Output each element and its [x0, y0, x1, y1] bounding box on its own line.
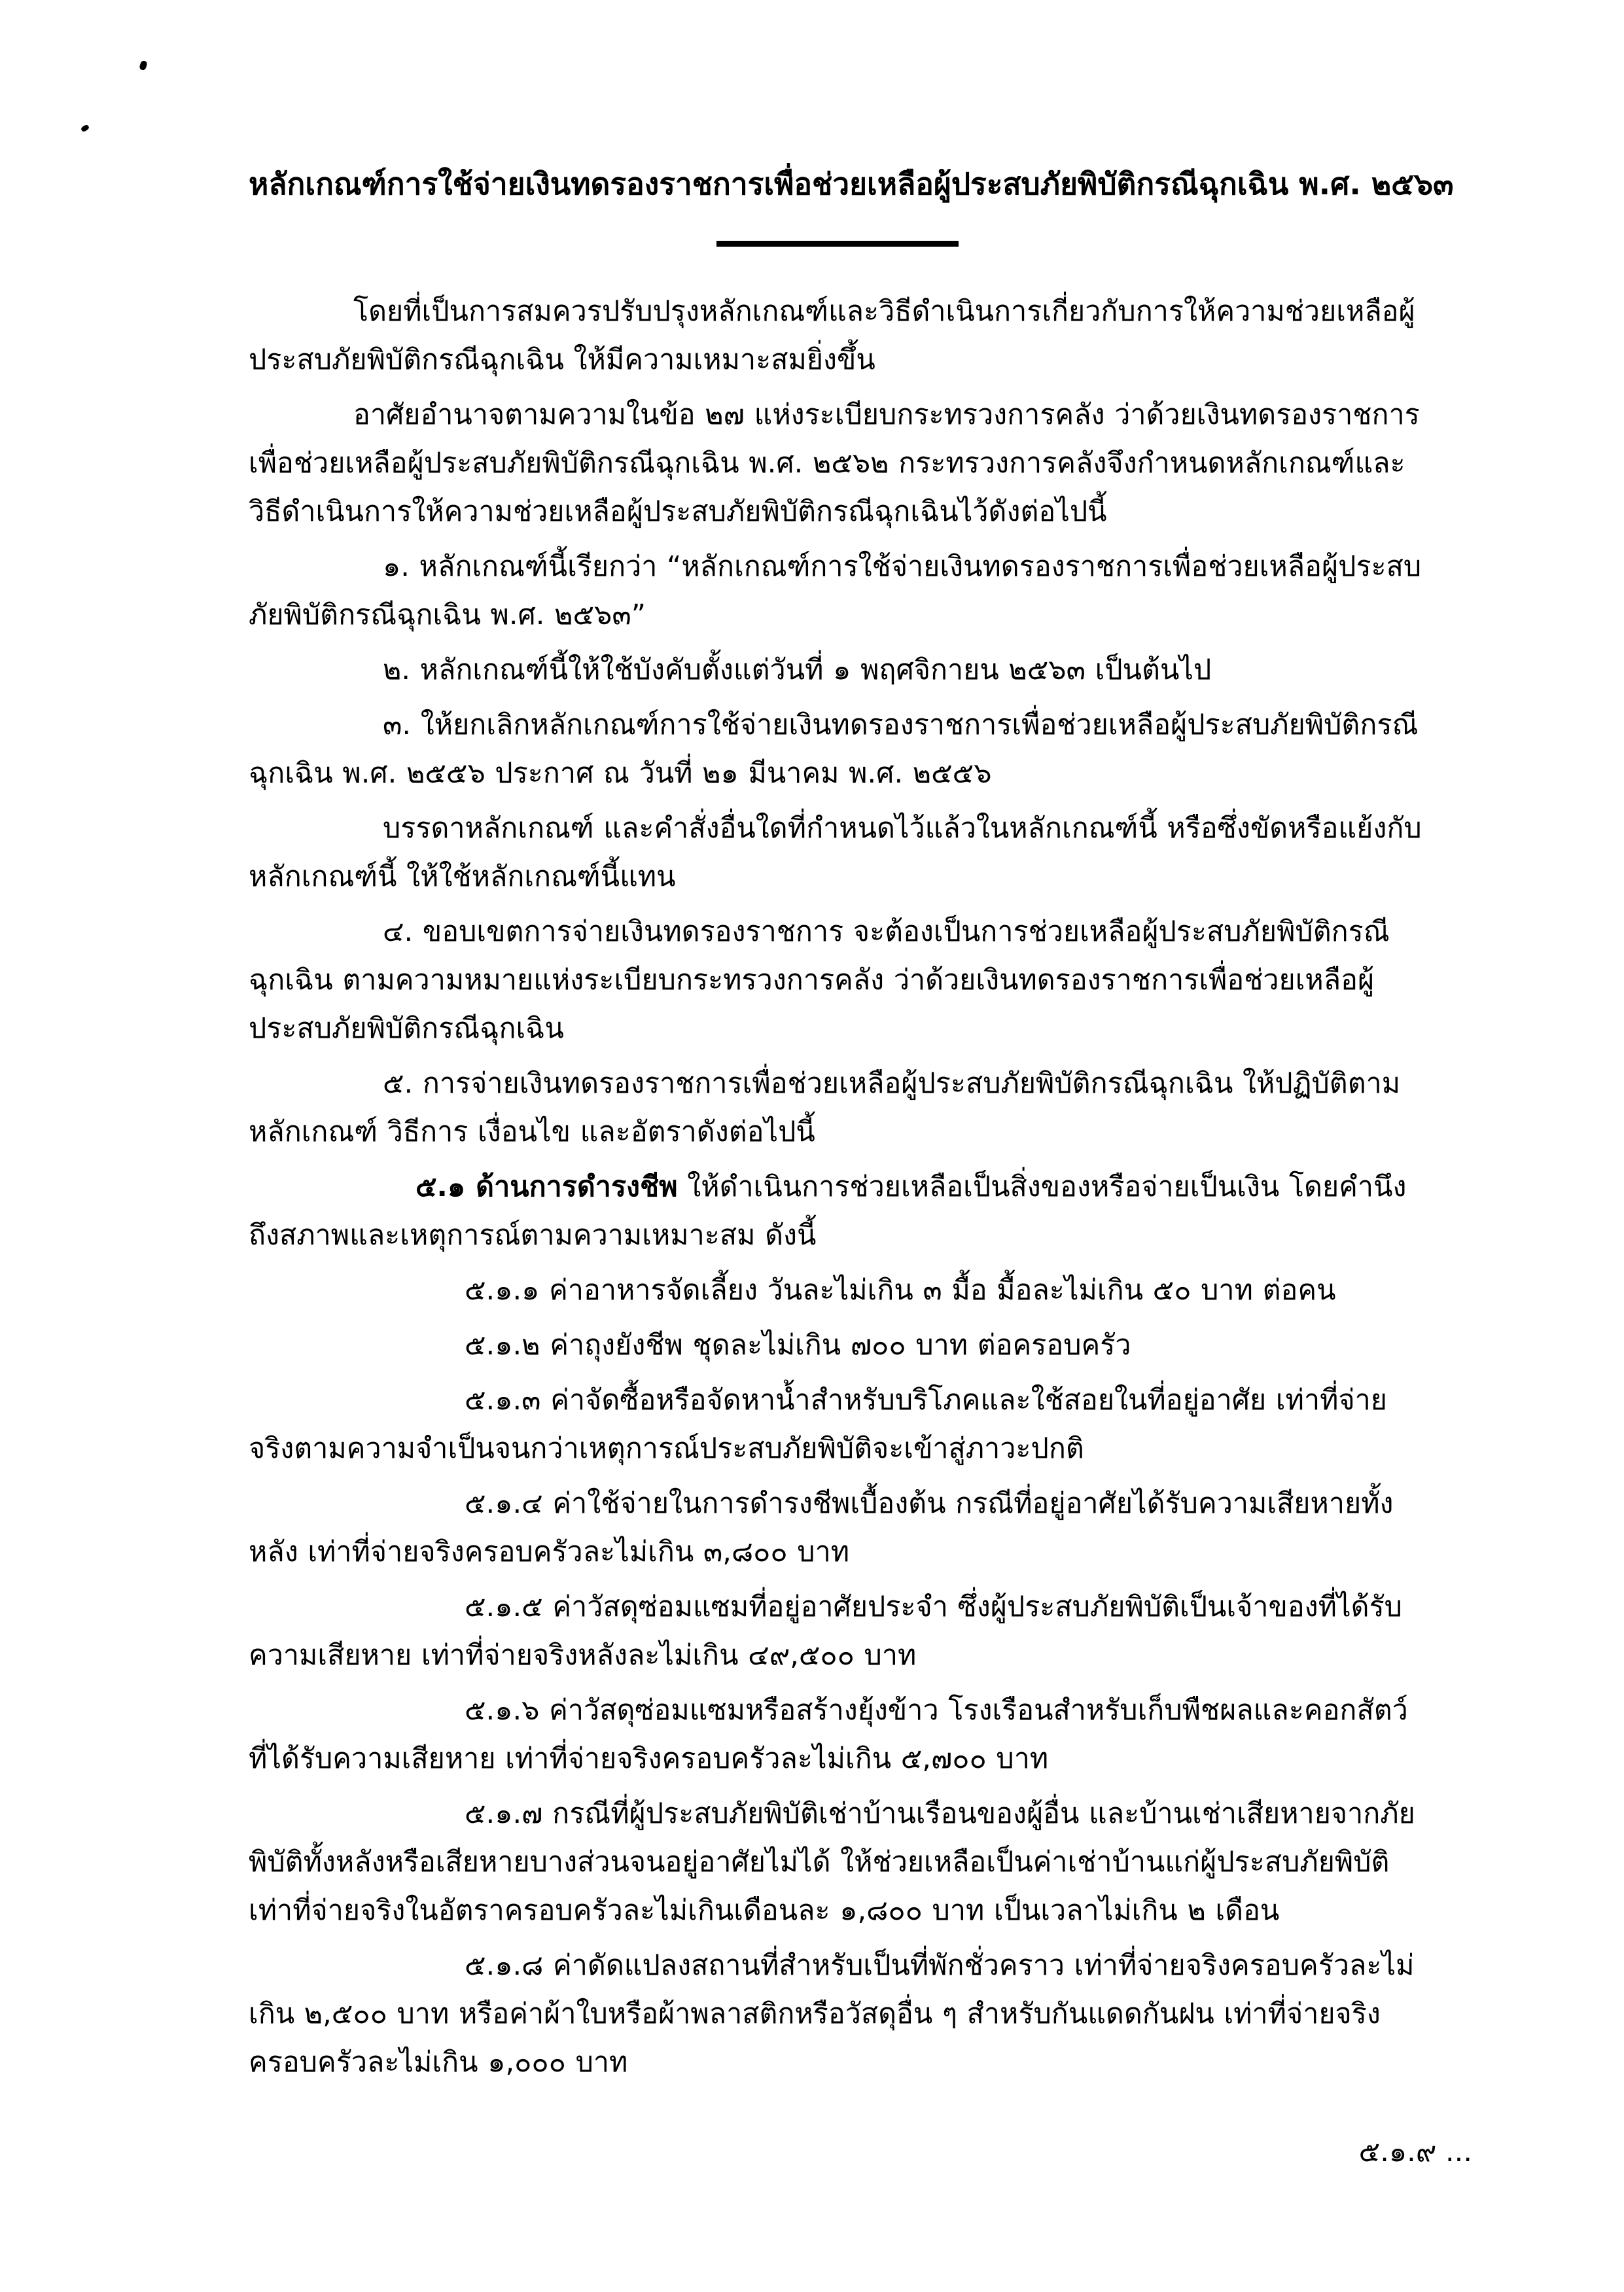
clause-5-1-6: ๕.๑.๖ ค่าวัสดุซ่อมแซมหรือสร้างยุ้งข้าว โรงเรือนสำหรับเก็บพืชผลและคอกสัตว์ที่ได้รับความเสียหาย เท่าที่จ่ายจริงครอบครัวละไม่เกิน ๕,๗๐๐ บาท — [249, 1694, 1408, 1776]
clause-5-1-text: ให้ดำเนินการช่วยเหลือเป็นสิ่งของหรือจ่ายเป็นเงิน โดยคำนึงถึงสภาพและเหตุการณ์ตามความเหมาะสม ดังนี้ — [249, 1171, 1407, 1252]
title-divider — [716, 241, 959, 247]
clause-4: ๔. ขอบเขตการจ่ายเงินทดรองราชการ จะต้องเป็นการช่วยเหลือผู้ประสบภัยพิบัติกรณีฉุกเฉิน ตามความหมายแห่งระเบียบกระทรวงการคลัง ว่าด้วยเงินทดรองราชการเพื่อช่วยเหลือผู้ประสบภัยพิบัติกรณีฉุกเฉิน — [249, 915, 1390, 1046]
clause-5-1-5: ๕.๑.๕ ค่าวัสดุซ่อมแซมที่อยู่อาศัยประจำ ซึ่งผู้ประสบภัยพิบัติเป็นเจ้าของที่ได้รับความเสียหาย เท่าที่จ่ายจริงหลังละไม่เกิน ๔๙,๕๐๐ บาท — [249, 1591, 1402, 1672]
clause-3-note: บรรดาหลักเกณฑ์ และคำสั่งอื่นใดที่กำหนดไว้แล้วในหลักเกณฑ์นี้ หรือซึ่งขัดหรือแย้งกับหลักเกณฑ์นี้ ให้ใช้หลักเกณฑ์นี้แทน — [249, 812, 1422, 894]
scan-speck-icon — [80, 124, 90, 132]
clause-5: ๕. การจ่ายเงินทดรองราชการเพื่อช่วยเหลือผู้ประสบภัยพิบัติกรณีฉุกเฉิน ให้ปฏิบัติตามหลักเกณฑ์ วิธีการ เงื่อนไข และอัตราดังต่อไปนี้ — [249, 1067, 1401, 1149]
clause-1: ๑. หลักเกณฑ์นี้เรียกว่า “หลักเกณฑ์การใช้จ่ายเงินทดรองราชการเพื่อช่วยเหลือผู้ประสบภัยพิบัติกรณีฉุกเฉิน พ.ศ. ๒๕๖๓” — [249, 550, 1422, 632]
page-title: หลักเกณฑ์การใช้จ่ายเงินทดรองราชการเพื่อช่วยเหลือผู้ประสบภัยพิบัติกรณีฉุกเฉิน พ.ศ. ๒๕๖๓ — [249, 166, 1454, 202]
clause-5-1-3: ๕.๑.๓ ค่าจัดซื้อหรือจัดหาน้ำสำหรับบริโภคและใช้สอยในที่อยู่อาศัย เท่าที่จ่ายจริงตามความจำเป็นจนกว่าเหตุการณ์ประสบภัยพิบัติจะเข้าสู่ภาวะปกติ — [249, 1384, 1387, 1466]
scan-speck-icon — [139, 60, 148, 71]
clause-3: ๓. ให้ยกเลิกหลักเกณฑ์การใช้จ่ายเงินทดรองราชการเพื่อช่วยเหลือผู้ประสบภัยพิบัติกรณีฉุกเฉิน พ.ศ. ๒๕๕๖ ประกาศ ณ วันที่ ๒๑ มีนาคม พ.ศ. ๒๕๕๖ — [249, 709, 1419, 790]
continuation-footer: ๕.๑.๙ ... — [1358, 2136, 1472, 2168]
clause-5-1-2: ๕.๑.๒ ค่าถุงยังชีพ ชุดละไม่เกิน ๗๐๐ บาท ต่อครอบครัว — [465, 1329, 1131, 1362]
preamble-paragraph-1: โดยที่เป็นการสมควรปรับปรุงหลักเกณฑ์และวิธีดำเนินการเกี่ยวกับการให้ความช่วยเหลือผู้ประสบภัยพิบัติกรณีฉุกเฉิน ให้มีความเหมาะสมยิ่งขึ้น — [249, 295, 1415, 377]
document-body — [249, 164, 1454, 2087]
preamble-paragraph-2: อาศัยอำนาจตามความในข้อ ๒๗ แห่งระเบียบกระทรวงการคลัง ว่าด้วยเงินทดรองราชการเพื่อช่วยเหลือผู้ประสบภัยพิบัติกรณีฉุกเฉิน พ.ศ. ๒๕๖๒ กระทรวงการคลังจึงกำหนดหลักเกณฑ์และวิธีดำเนินการให้ความช่วยเหลือผู้ประสบภัยพิบัติกรณีฉุกเฉินไว้ดังต่อไปนี้ — [249, 398, 1420, 529]
clause-5-1 — [249, 1163, 1426, 1260]
clause-5-1-4: ๕.๑.๔ ค่าใช้จ่ายในการดำรงชีพเบื้องต้น กรณีที่อยู่อาศัยได้รับความเสียหายทั้งหลัง เท่าที่จ่ายจริงครอบครัวละไม่เกิน ๓,๘๐๐ บาท — [249, 1487, 1394, 1569]
clause-5-1-7: ๕.๑.๗ กรณีที่ผู้ประสบภัยพิบัติเช่าบ้านเรือนของผู้อื่น และบ้านเช่าเสียหายจากภัยพิบัติทั้งหลังหรือเสียหายบางส่วนจนอยู่อาศัยไม่ได้ ให้ช่วยเหลือเป็นค่าเช่าบ้านแก่ผู้ประสบภัยพิบัติเท่าที่จ่ายจริงในอัตราครอบครัวละไม่เกินเดือนละ ๑,๘๐๐ บาท เป็นเวลาไม่เกิน ๒ เดือน — [249, 1797, 1415, 1928]
clause-5-1-label: ๕.๑ ด้านการดำรงชีพ — [415, 1171, 678, 1204]
clause-5-1-1: ๕.๑.๑ ค่าอาหารจัดเลี้ยง วันละไม่เกิน ๓ มื้อ มื้อละไม่เกิน ๕๐ บาท ต่อคน — [465, 1274, 1336, 1307]
clause-5-1-8: ๕.๑.๘ ค่าดัดแปลงสถานที่สำหรับเป็นที่พักชั่วคราว เท่าที่จ่ายจริงครอบครัวละไม่เกิน ๒,๕๐๐ บาท หรือค่าผ้าใบหรือผ้าพลาสติกหรือวัสดุอื่น ๆ สำหรับกันแดดกันฝน เท่าที่จ่ายจริงครอบครัวละไม่เกิน ๑,๐๐๐ บาท — [249, 1949, 1415, 2079]
clause-2: ๒. หลักเกณฑ์นี้ให้ใช้บังคับตั้งแต่วันที่ ๑ พฤศจิกายน ๒๕๖๓ เป็นต้นไป — [383, 654, 1212, 687]
